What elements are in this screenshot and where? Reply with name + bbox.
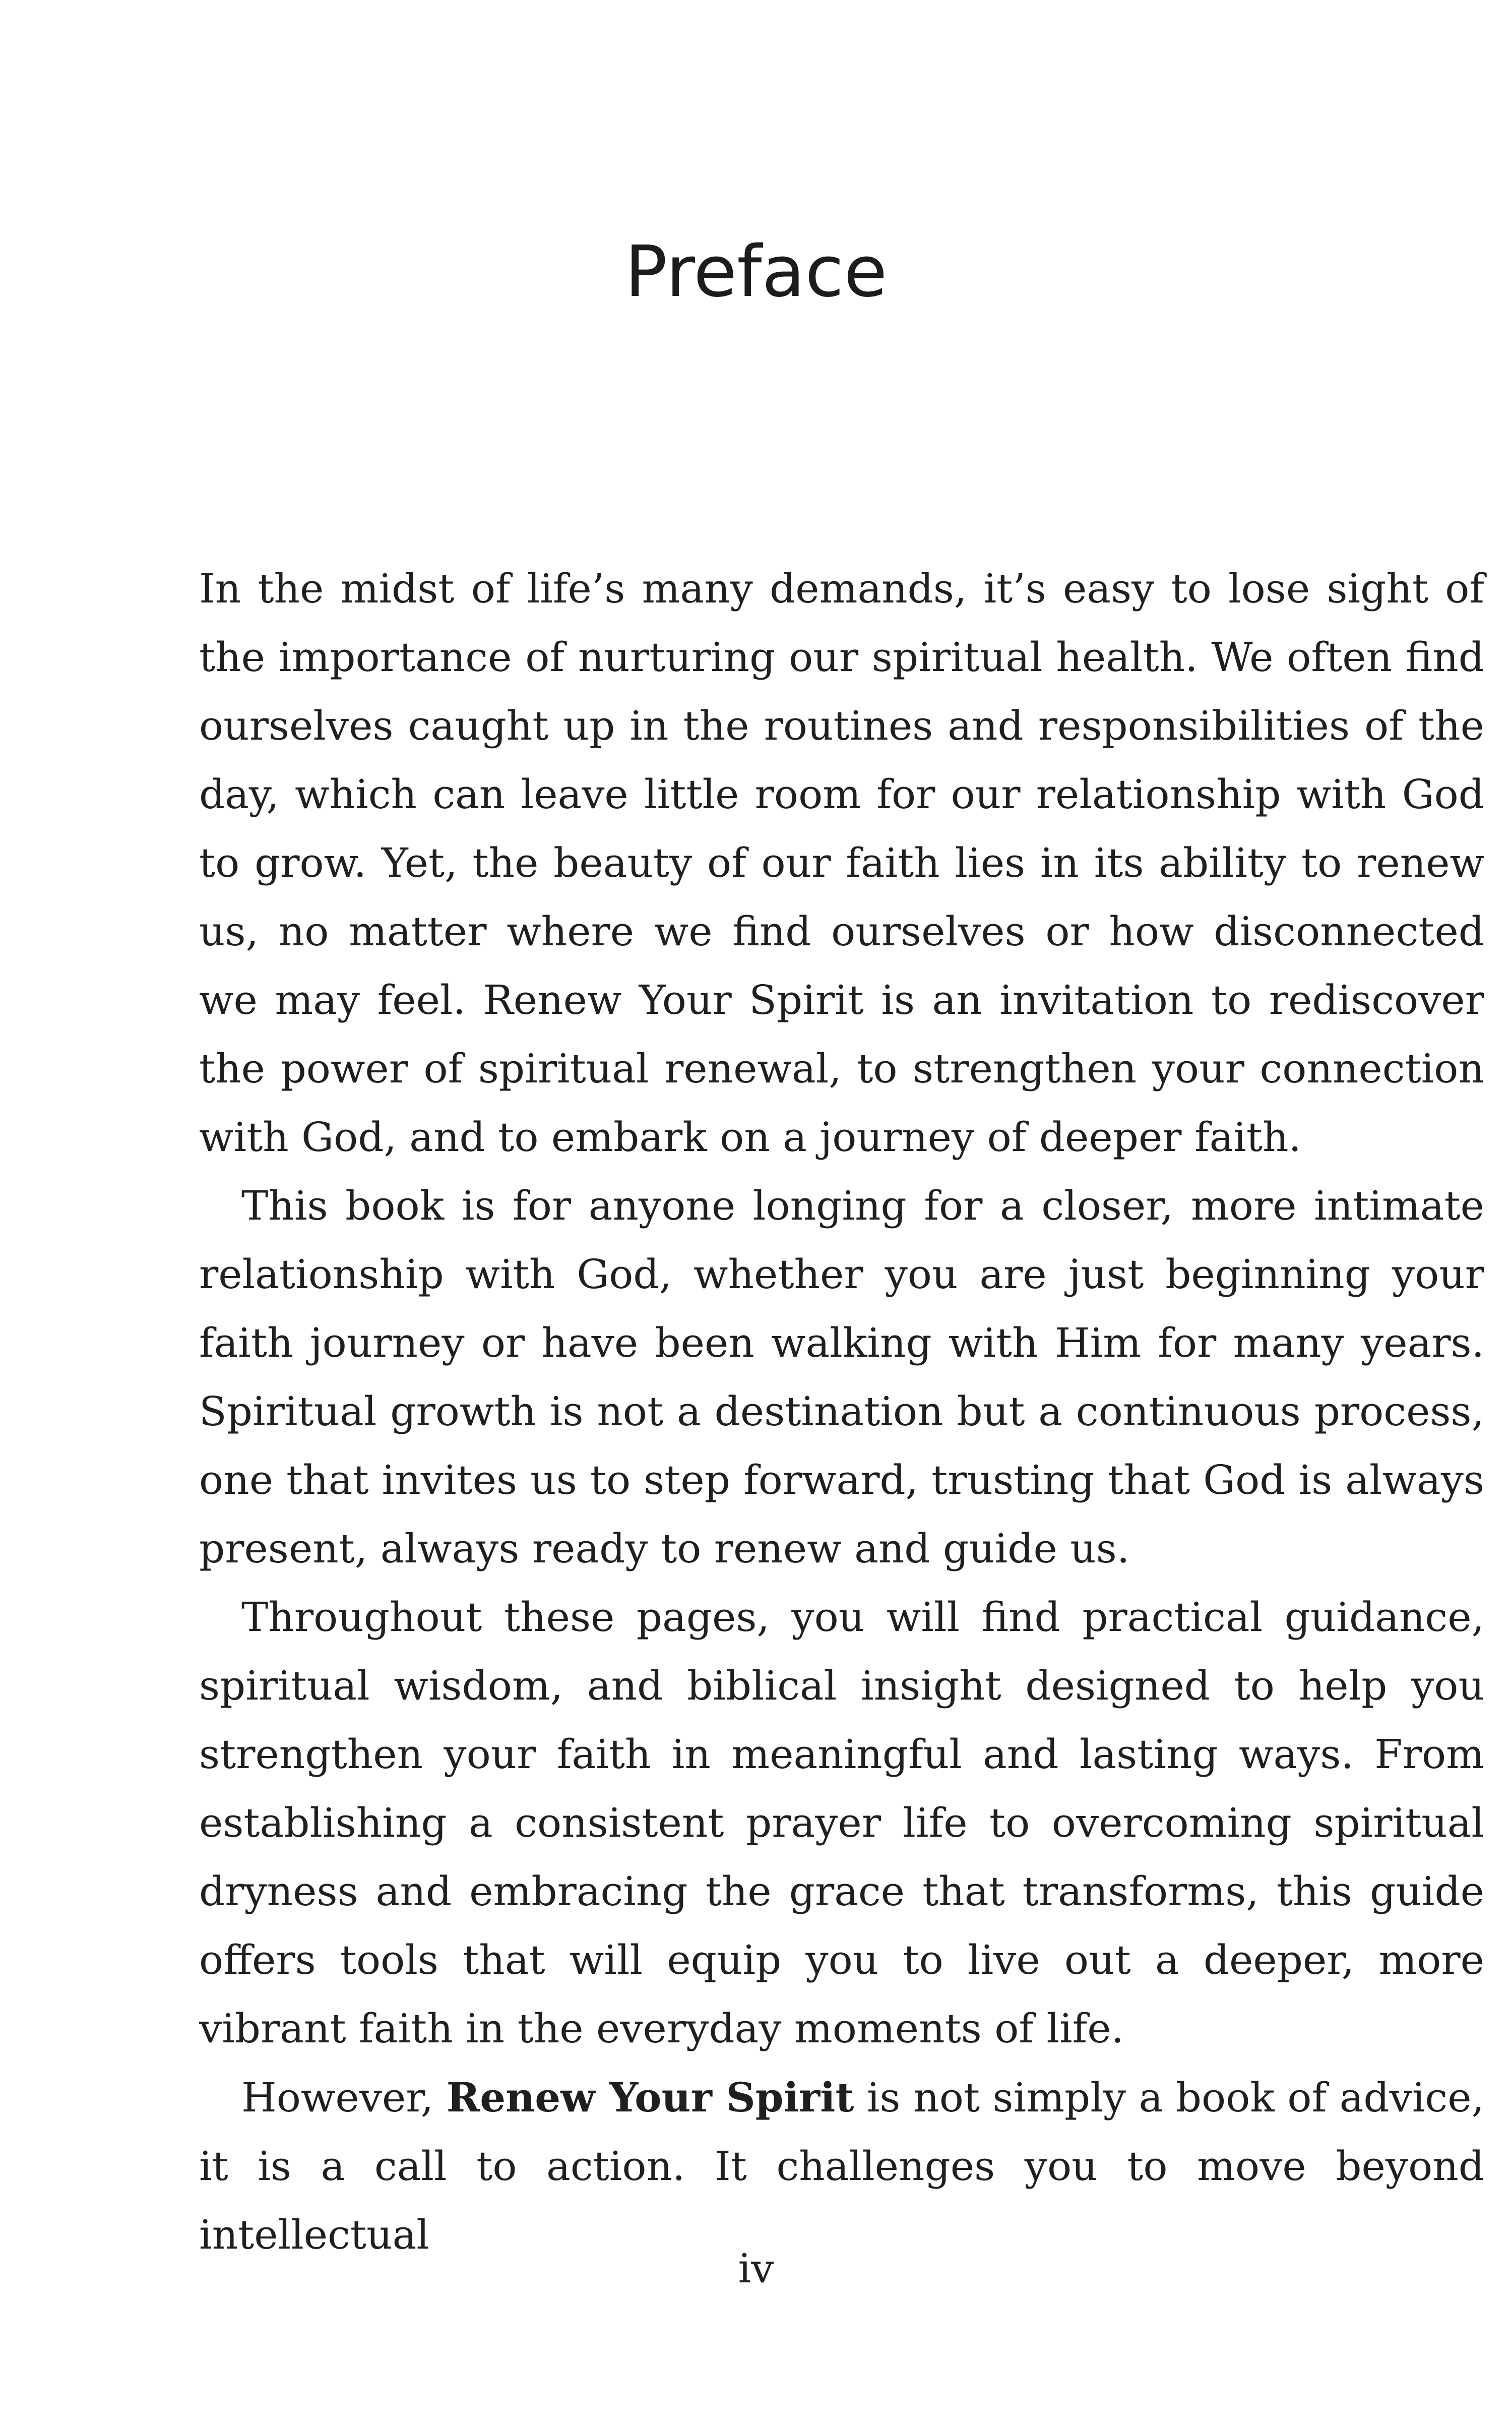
page-number: iv [738,2245,774,2292]
paragraph-4-rest: is not simply a book of advice, it is a call to action. It challenges you to move beyond intellectual [199,2074,1485,2258]
paragraph-3: Throughout these pages, you will find practical guidance, spiritual wisdom, and biblical insight designed to help you strengthen your faith in meaningful and lasting ways. From establishing a consistent prayer life to overcoming spiritual dryness and embracing the grace that transforms, this guide offers tools that will equip you to live out a deeper, more vibrant faith in the everyday moments of life. [199,1594,1484,2052]
page-title: Preface [624,231,888,313]
book-title-emphasis: Renew Your Spirit [446,2074,854,2121]
paragraph-4-lead: However, [241,2074,447,2121]
paragraph-1: In the midst of life’s many demands, it’s easy to lose sight of the importance of nurturing our spiritual health. We often find ourselves caught up in the routines and responsibilities of the day, which can leave little room for our relationship with God to grow. Yet, the beauty of our faith lies in its ability to renew us, no matter where we find ourselves or how disconnected we may feel. Renew Your Spirit is an invitation to rediscover the power of spiritual renewal, to strengthen your connection with God, and to embark on a journey of deeper faith. [199,565,1484,1161]
preface-body [199,555,1484,2269]
paragraph-2: This book is for anyone longing for a closer, more intimate relationship with God, whether you are just beginning your faith journey or have been walking with Him for many years. Spiritual growth is not a destination but a continuous process, one that invites us to step forward, trusting that God is always present, always ready to renew and guide us. [199,1182,1484,1572]
